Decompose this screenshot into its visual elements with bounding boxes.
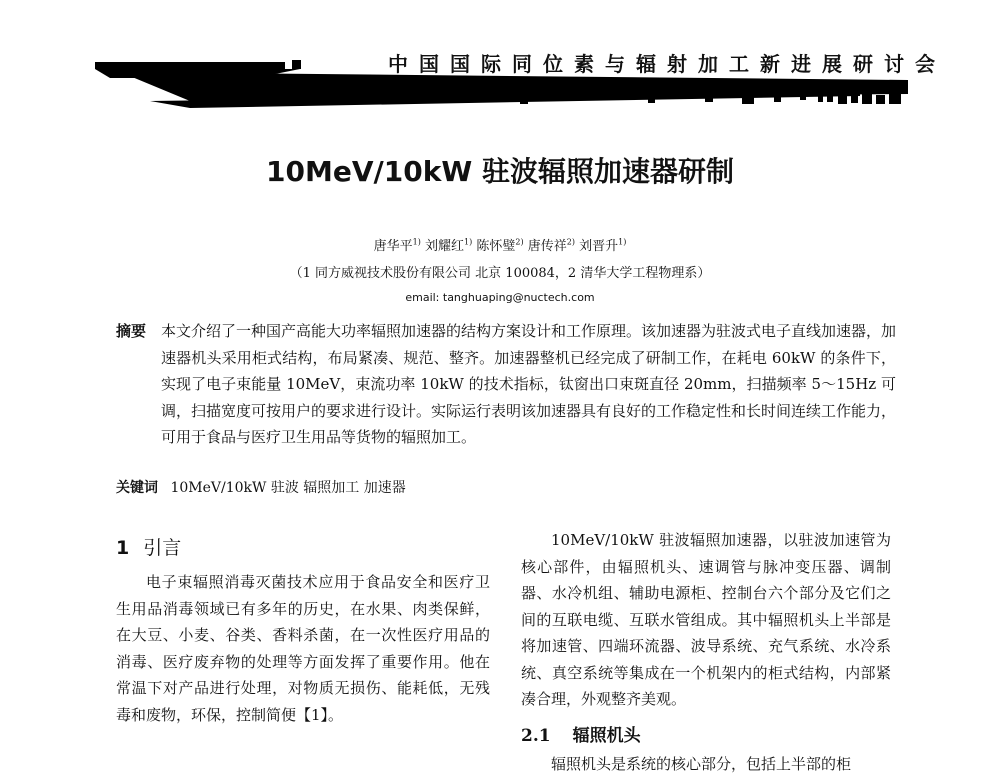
authors-line — [0, 235, 1000, 254]
author-name: 刘晋升 — [579, 239, 618, 254]
author-name: 陈怀璧 — [476, 239, 515, 254]
paper-title: 10MeV/10kW 驻波辐照加速器研制 — [0, 150, 1000, 190]
author-affiliation-mark: 1) — [618, 238, 626, 247]
keywords — [116, 477, 406, 497]
subsection-title: 辐照机头 — [573, 726, 641, 746]
abstract-label: 摘要 — [116, 318, 146, 345]
author-affiliation-mark: 2) — [567, 238, 575, 247]
section-number: 1 — [116, 537, 129, 559]
abstract-text: 本文介绍了一种国产高能大功率辐照加速器的结构方案设计和工作原理。该加速器为驻波式电子直线加速器，加速器机头采用柜式结构，布局紧凑、规范、整齐。加速器整机已经完成了研制工作，在耗电 60kW 的条件下，实现了电子束能量 10MeV，束流功率 10kW 的技术指标，钛窗出口束斑直径 20mm，扫描频率 5～15Hz 可调，扫描宽度可按用户的要求进行设计。实际运行表明该加速器具有良好的工作稳定性和长时间连续工作能力，可用于食品与医疗卫生用品等货物的辐照加工。 — [161, 318, 896, 451]
subsection-number: 2.1 — [521, 726, 551, 746]
author-name: 唐传祥 — [528, 239, 567, 254]
left-column — [116, 533, 490, 728]
author-name: 唐华平 — [374, 239, 413, 254]
keywords-text: 10MeV/10kW 驻波 辐照加工 加速器 — [170, 480, 405, 496]
introduction-text: 电子束辐照消毒灭菌技术应用于食品安全和医疗卫生用品消毒领域已有多年的历史，在水果、肉类保鲜，在大豆、小麦、谷类、香料杀菌，在一次性医疗用品的消毒、医疗废弃物的处理等方面发挥了重要作用。他在常温下对产品进行处理，对物质无损伤、能耗低，无残毒和废物，环保，控制简便【1】。 — [116, 569, 490, 728]
system-description-text: 10MeV/10kW 驻波辐照加速器，以驻波加速管为核心部件，由辐照机头、速调管与脉冲变压器、调制器、水冷机组、辅助电源柜、控制台六个部分及它们之间的互联电缆、互联水管组成。其中辐照机头上半部是将加速管、四端环流器、波导系统、充气系统、水冷系统、真空系统等集成在一个机架内的柜式结构，内部紧凑合理，外观整齐美观。 — [521, 527, 891, 713]
keywords-label: 关键词 — [116, 480, 158, 496]
author-name: 刘耀红 — [425, 239, 464, 254]
abstract — [116, 318, 896, 451]
author-affiliation-mark: 1) — [464, 238, 472, 247]
subsection-heading — [521, 721, 891, 751]
conference-title: 中国国际同位素与辐射加工新进展研讨会 — [388, 48, 946, 77]
section-heading — [116, 533, 490, 569]
section-title: 引言 — [143, 537, 181, 559]
subsection-text: 辐照机头是系统的核心部分，包括上半部的柜 — [521, 751, 891, 777]
right-column — [521, 527, 891, 777]
author-affiliation-mark: 2) — [515, 238, 523, 247]
author-affiliation-mark: 1) — [413, 238, 421, 247]
email-link[interactable]: email: tanghuaping@nuctech.com — [0, 291, 1000, 304]
affiliation: （1 同方威视技术股份有限公司 北京 100084，2 清华大学工程物理系） — [0, 262, 1000, 281]
